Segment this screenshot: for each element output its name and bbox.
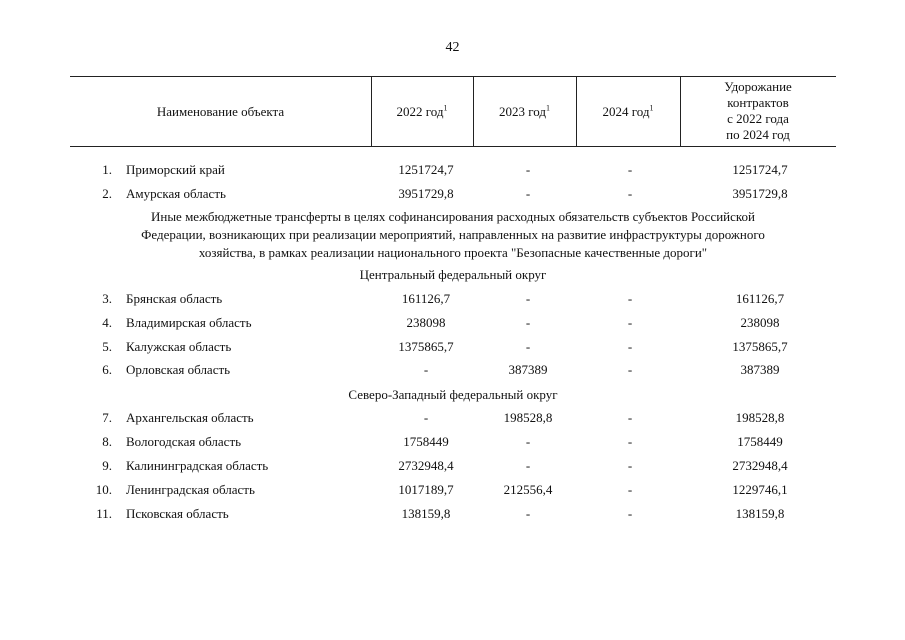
header-2022: 2022 год$^1$ <box>396 103 448 119</box>
table-header-bottom-rule <box>70 146 836 147</box>
table-row: 10. Ленинградская область 1017189,7 212556,4 - 1229746,1 <box>95 482 788 497</box>
table-row: 11. Псковская область 138159,8 - - 138159,8 <box>96 506 785 521</box>
table-top-rule <box>70 76 836 77</box>
table-row: 9. Калининградская область 2732948,4 - - 2732948,4 <box>102 458 788 473</box>
section-heading-transfers: Иные межбюджетные трансферты в целях софинансирования расходных обязательств субъектов Российской Федерации, возникающих при реализации мероприятий, направленных на развитие инфраструктуры дорожного хозяйства, в рамках реализации национального проекта "Безопасные качественные дороги" <box>141 209 765 260</box>
header-cost-increase: Удорожание контрактов с 2022 года по 2024 год <box>724 79 792 142</box>
table-row: 7. Архангельская область - 198528,8 - 198528,8 <box>102 410 785 425</box>
table-row: 2. Амурская область 3951729,8 - - 3951729,8 <box>102 186 788 201</box>
page-number: 42 <box>445 40 460 55</box>
header-name: Наименование объекта <box>156 104 285 119</box>
table-row: 4. Владимирская область 238098 - - 238098 <box>102 315 780 330</box>
table-row: 8. Вологодская область 1758449 - - 1758449 <box>102 434 783 449</box>
header-2024: 2024 год$^1$ <box>602 103 654 119</box>
district-heading-central: Центральный федеральный округ <box>359 267 547 282</box>
header-2023: 2023 год$^1$ <box>499 103 550 119</box>
district-heading-northwest: Северо-Западный федеральный округ <box>348 387 558 402</box>
table-row: 6. Орловская область - 387389 - 387389 <box>102 362 780 377</box>
table-row: 3. Брянская область 161126,7 - - 161126,7 <box>102 291 785 306</box>
table-row: 1. Приморский край 1251724,7 - - 1251724,7 <box>102 162 788 177</box>
table-row: 5. Калужская область 1375865,7 - - 1375865,7 <box>102 339 788 354</box>
